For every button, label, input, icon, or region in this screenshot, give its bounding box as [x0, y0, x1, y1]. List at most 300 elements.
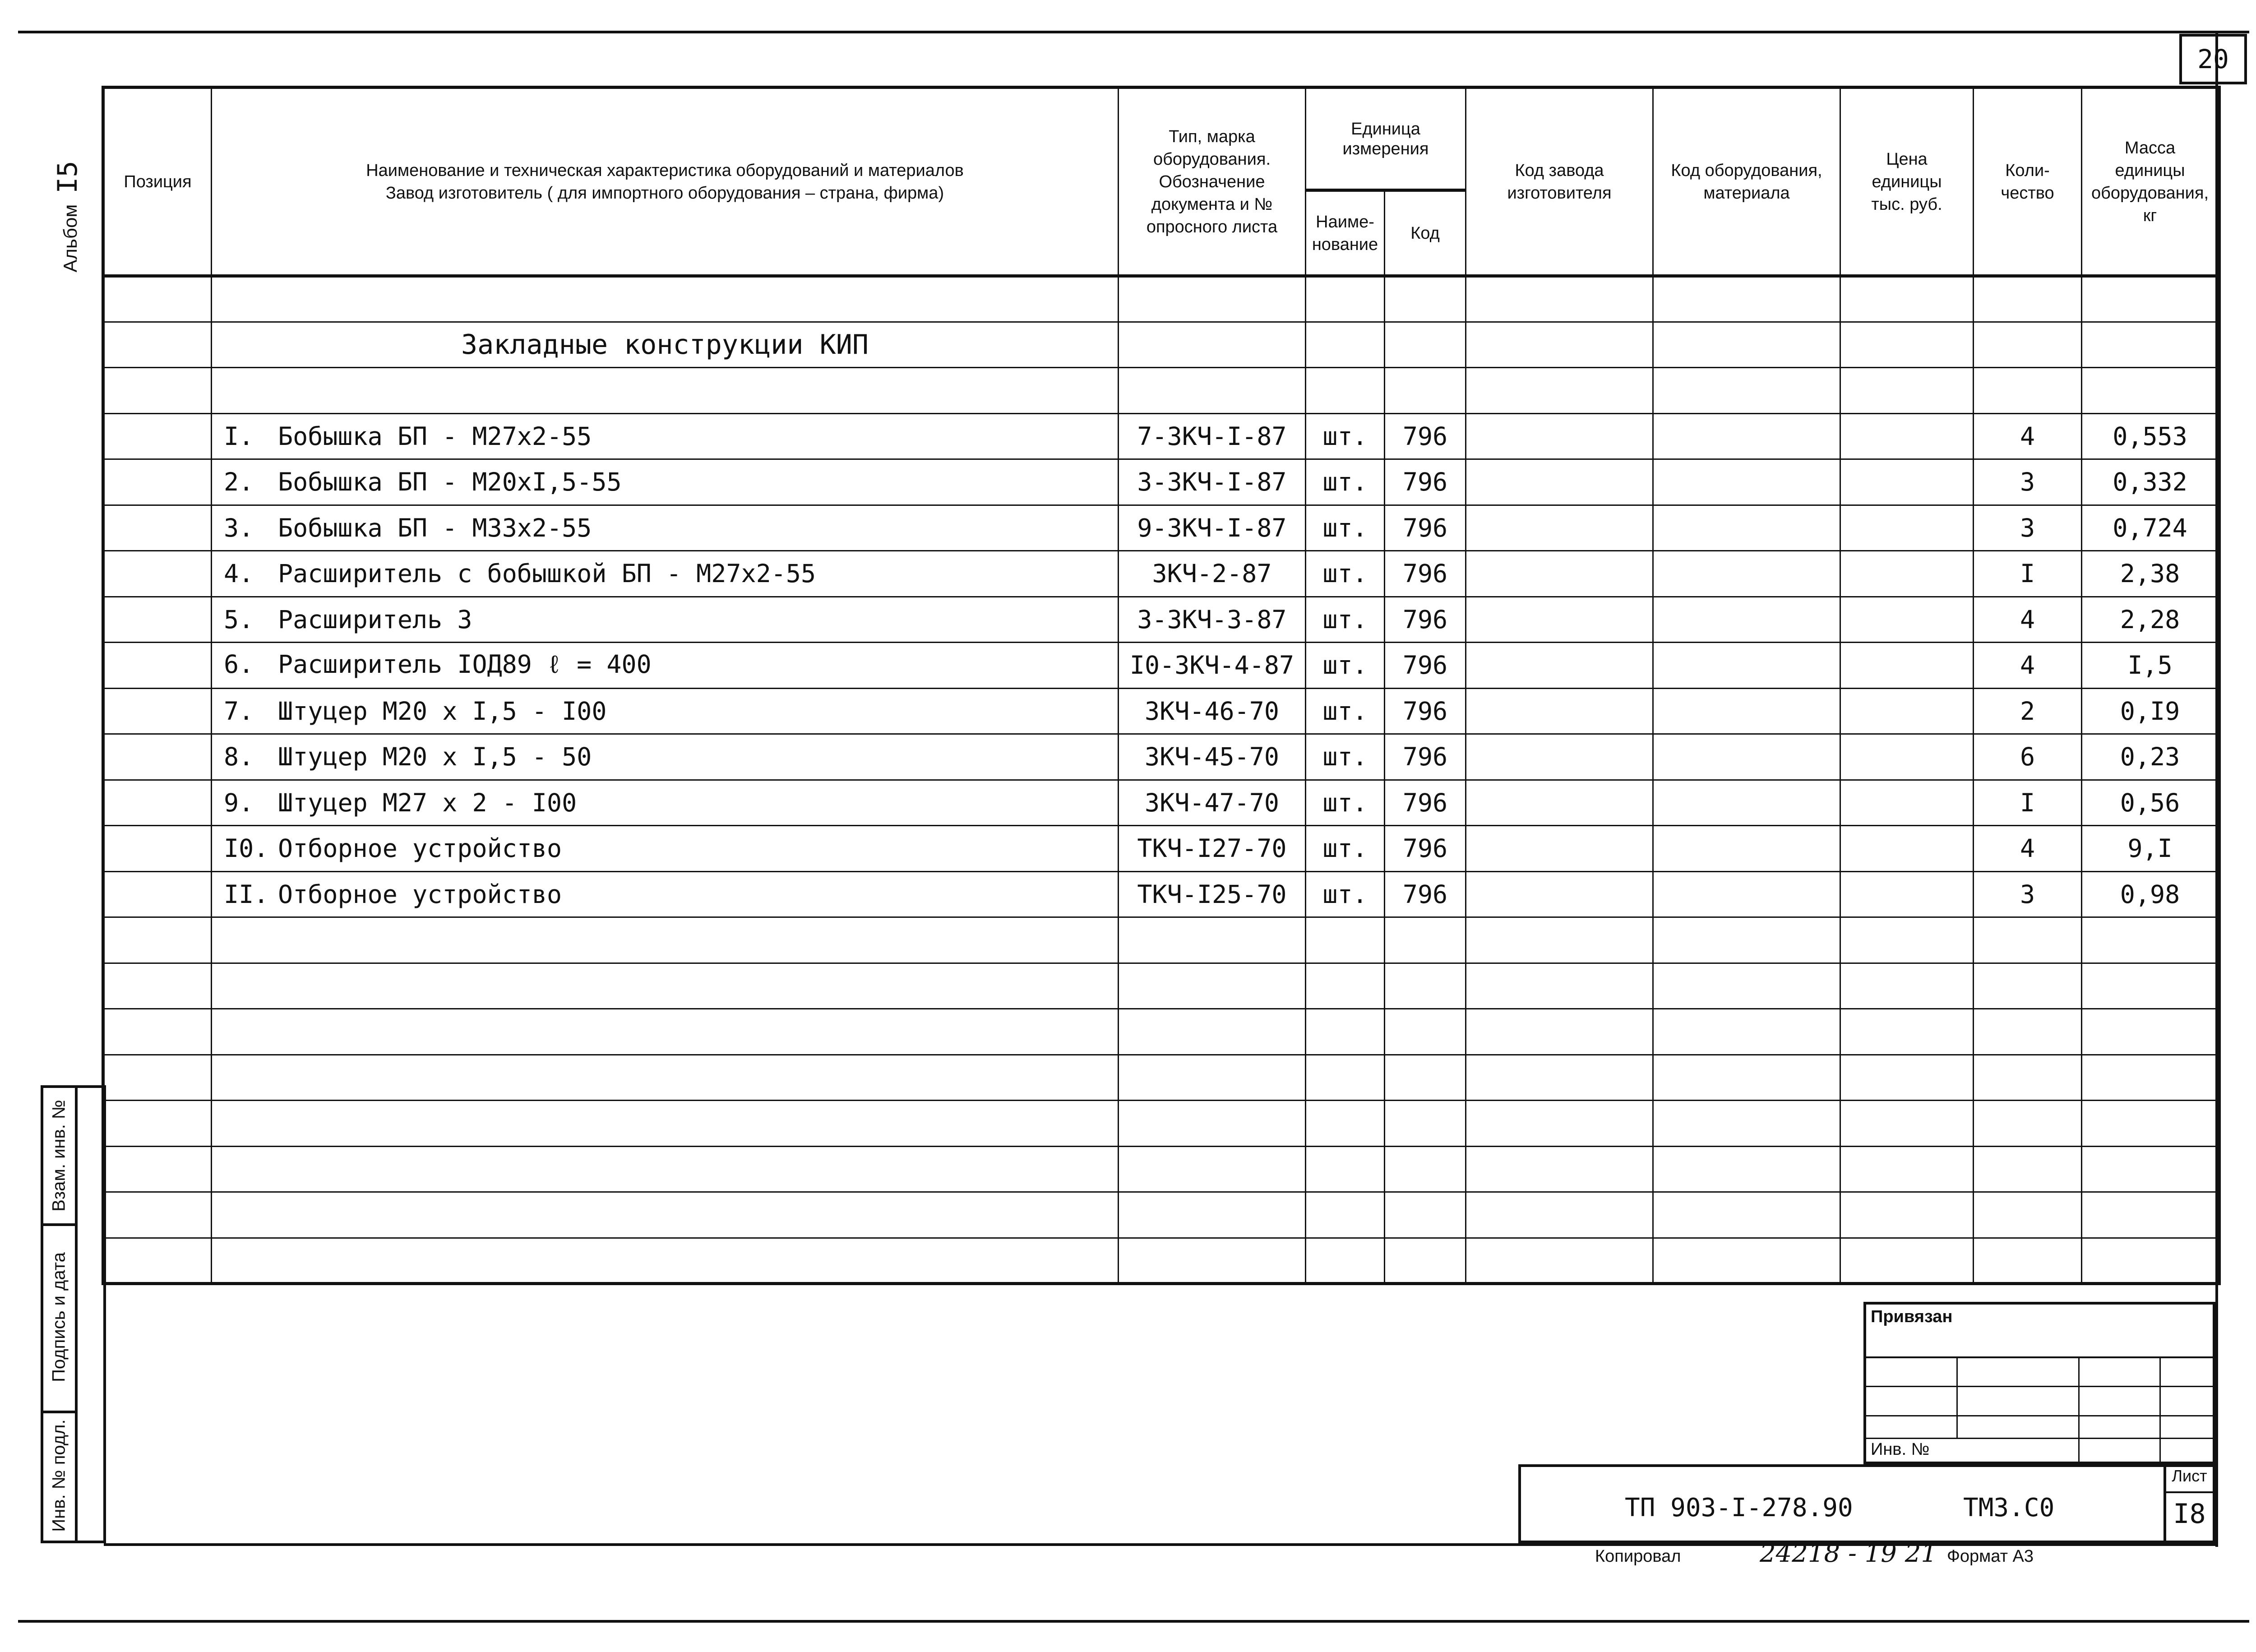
empty-cell	[1653, 1192, 1840, 1238]
specification-table	[102, 86, 2221, 1285]
factory-code-cell	[1466, 597, 1653, 643]
item-number: 7.	[224, 696, 254, 726]
item-unit-code: 796	[1385, 780, 1466, 826]
empty-cell	[1119, 963, 1306, 1009]
factory-code-cell	[1466, 413, 1653, 459]
item-unit: шт.	[1306, 459, 1385, 505]
item-name-cell	[212, 643, 1119, 689]
privyazan-line-4	[1866, 1438, 2214, 1439]
empty-cell	[103, 1238, 212, 1284]
item-quantity: 3	[1974, 871, 2082, 917]
header-type-line2: оборудования.	[1153, 149, 1271, 169]
item-name-cell	[212, 413, 1119, 459]
frame-bottom-line	[18, 1620, 2249, 1623]
empty-cell	[1653, 963, 1840, 1009]
header-unit-name-line1: Наиме-	[1316, 212, 1374, 231]
item-quantity: 4	[1974, 413, 2082, 459]
empty-cell	[1840, 1055, 1974, 1101]
empty-cell	[212, 917, 1119, 963]
item-name-cell	[212, 505, 1119, 551]
album-label	[54, 149, 81, 284]
empty-cell	[1306, 1146, 1385, 1192]
table-row	[103, 871, 2219, 917]
empty-cell	[212, 1055, 1119, 1101]
position-cell	[103, 734, 212, 780]
empty-cell	[1466, 1238, 1653, 1284]
factory-code-cell	[1466, 826, 1653, 872]
inv-number-label: Инв. №	[1871, 1440, 1930, 1459]
table-row	[103, 734, 2219, 780]
empty-cell	[212, 1009, 1119, 1055]
item-quantity: I	[1974, 551, 2082, 597]
list-value: I8	[2173, 1498, 2206, 1530]
empty-cell	[1119, 1101, 1306, 1147]
header-position: Позиция	[103, 88, 212, 276]
factory-code-cell	[1466, 505, 1653, 551]
list-label: Лист	[2172, 1467, 2207, 1485]
empty-cell	[103, 1146, 212, 1192]
table-header	[103, 88, 2219, 276]
item-unit-code: 796	[1385, 597, 1466, 643]
header-type	[1119, 88, 1306, 276]
section-title: Закладные конструкции КИП	[212, 322, 1119, 368]
empty-cell	[1840, 1192, 1974, 1238]
empty-cell	[1974, 963, 2082, 1009]
empty-cell	[1466, 276, 1653, 322]
table-row-empty	[103, 1192, 2219, 1238]
item-document: 3КЧ-46-70	[1119, 688, 1306, 734]
equipment-code-cell	[1653, 734, 1840, 780]
sheet-number: 20	[2197, 44, 2229, 74]
item-unit-code: 796	[1385, 826, 1466, 872]
table-row	[103, 780, 2219, 826]
empty-cell	[212, 963, 1119, 1009]
empty-cell	[1974, 276, 2082, 322]
empty-cell	[1306, 1009, 1385, 1055]
empty-cell	[1466, 1146, 1653, 1192]
table-row	[103, 826, 2219, 872]
empty-cell	[103, 322, 212, 368]
factory-code-cell	[1466, 780, 1653, 826]
item-number: 9.	[224, 788, 254, 817]
header-equipment-code-line1: Код оборудования,	[1671, 161, 1822, 180]
item-number: 3.	[224, 513, 254, 542]
item-mass: 0,553	[2082, 413, 2219, 459]
price-cell	[1840, 597, 1974, 643]
header-mass-line2: единицы	[2115, 161, 2185, 180]
item-unit: шт.	[1306, 688, 1385, 734]
item-document: 3КЧ-47-70	[1119, 780, 1306, 826]
item-unit: шт.	[1306, 413, 1385, 459]
album-number: I5	[52, 161, 83, 194]
empty-cell	[212, 276, 1119, 322]
header-quantity-line1: Коли-	[2005, 161, 2050, 180]
header-factory-code	[1466, 88, 1653, 276]
empty-cell	[1653, 368, 1840, 414]
header-mass-line1: Масса	[2124, 138, 2176, 157]
item-name-cell	[212, 597, 1119, 643]
empty-cell	[2082, 1009, 2219, 1055]
empty-cell	[1653, 1009, 1840, 1055]
item-quantity: I	[1974, 780, 2082, 826]
item-unit-code: 796	[1385, 643, 1466, 689]
header-price-line3: тыс. руб.	[1871, 194, 1942, 214]
item-unit-code: 796	[1385, 551, 1466, 597]
header-mass-line4: кг	[2143, 206, 2157, 225]
empty-cell	[1385, 368, 1466, 414]
empty-cell	[103, 1192, 212, 1238]
item-name: Расширитель 3	[278, 605, 472, 634]
item-unit: шт.	[1306, 505, 1385, 551]
empty-cell	[1653, 917, 1840, 963]
empty-cell	[1466, 322, 1653, 368]
item-mass: 0,23	[2082, 734, 2219, 780]
item-document: I0-3КЧ-4-87	[1119, 643, 1306, 689]
empty-cell	[1306, 322, 1385, 368]
item-name: Штуцер М20 х I,5 - I00	[278, 696, 607, 726]
item-number: I0.	[224, 834, 269, 863]
factory-code-cell	[1466, 688, 1653, 734]
item-unit: шт.	[1306, 551, 1385, 597]
header-factory-code-line1: Код завода	[1515, 161, 1604, 180]
section-title-row	[103, 322, 2219, 368]
empty-cell	[1119, 1009, 1306, 1055]
album-label-text: Альбом	[60, 204, 81, 273]
header-price-line1: Цена	[1886, 149, 1928, 169]
price-cell	[1840, 413, 1974, 459]
item-quantity: 4	[1974, 826, 2082, 872]
price-cell	[1840, 459, 1974, 505]
item-unit: шт.	[1306, 643, 1385, 689]
item-number: I.	[224, 421, 254, 451]
empty-cell	[1840, 1101, 1974, 1147]
empty-cell	[1653, 1055, 1840, 1101]
item-quantity: 4	[1974, 597, 2082, 643]
empty-cell	[1466, 963, 1653, 1009]
item-number: 8.	[224, 742, 254, 772]
item-name-cell	[212, 871, 1119, 917]
empty-cell	[103, 1055, 212, 1101]
empty-cell	[103, 963, 212, 1009]
item-unit-code: 796	[1385, 871, 1466, 917]
empty-cell	[212, 1146, 1119, 1192]
table-row-empty	[103, 368, 2219, 414]
item-quantity: 4	[1974, 643, 2082, 689]
document-designation: ТП 903-I-278.90	[1625, 1493, 1853, 1522]
frame-top-line	[18, 31, 2249, 33]
item-document: 3-3КЧ-I-87	[1119, 459, 1306, 505]
item-quantity: 6	[1974, 734, 2082, 780]
empty-cell	[1653, 1238, 1840, 1284]
price-cell	[1840, 688, 1974, 734]
item-name: Бобышка БП - М33х2-55	[278, 513, 592, 542]
empty-cell	[1385, 963, 1466, 1009]
empty-cell	[1840, 963, 1974, 1009]
empty-cell	[1306, 917, 1385, 963]
item-number: 6.	[224, 650, 254, 679]
table-row-empty	[103, 276, 2219, 322]
equipment-code-cell	[1653, 871, 1840, 917]
empty-cell	[1306, 1055, 1385, 1101]
table-row	[103, 643, 2219, 689]
item-name: Бобышка БП - М20хI,5-55	[278, 467, 622, 497]
equipment-code-cell	[1653, 597, 1840, 643]
empty-cell	[1385, 1238, 1466, 1284]
strip-divider	[75, 1088, 78, 1541]
item-unit: шт.	[1306, 826, 1385, 872]
price-cell	[1840, 780, 1974, 826]
empty-cell	[212, 368, 1119, 414]
item-document: 7-3КЧ-I-87	[1119, 413, 1306, 459]
empty-cell	[1306, 963, 1385, 1009]
equipment-code-cell	[1653, 505, 1840, 551]
empty-cell	[1653, 1146, 1840, 1192]
empty-cell	[212, 1192, 1119, 1238]
item-document: ТКЧ-I25-70	[1119, 871, 1306, 917]
equipment-code-cell	[1653, 459, 1840, 505]
empty-cell	[2082, 1238, 2219, 1284]
header-price	[1840, 88, 1974, 276]
item-name: Расширитель IОД89 ℓ = 400	[278, 650, 652, 679]
position-cell	[103, 505, 212, 551]
price-cell	[1840, 871, 1974, 917]
header-type-line4: документа и №	[1151, 194, 1273, 214]
item-unit: шт.	[1306, 780, 1385, 826]
item-name: Расширитель с бобышкой БП - М27х2-55	[278, 559, 816, 588]
table-row-empty	[103, 917, 2219, 963]
header-quantity	[1974, 88, 2082, 276]
item-name-cell	[212, 826, 1119, 872]
empty-cell	[1840, 1146, 1974, 1192]
strip-podpis-cell	[43, 1223, 75, 1413]
header-type-line3: Обозначение	[1159, 172, 1265, 191]
item-unit-code: 796	[1385, 734, 1466, 780]
empty-cell	[1974, 1238, 2082, 1284]
position-cell	[103, 780, 212, 826]
item-name: Штуцер М20 х I,5 - 50	[278, 742, 592, 772]
title-block	[1518, 1464, 2215, 1543]
privyazan-col-2	[2078, 1356, 2080, 1465]
position-cell	[103, 551, 212, 597]
position-cell	[103, 688, 212, 734]
price-cell	[1840, 551, 1974, 597]
factory-code-cell	[1466, 734, 1653, 780]
item-name: Бобышка БП - М27х2-55	[278, 421, 592, 451]
position-cell	[103, 826, 212, 872]
privyazan-col-1	[1956, 1356, 1958, 1438]
empty-cell	[103, 368, 212, 414]
empty-cell	[1119, 1055, 1306, 1101]
empty-cell	[1974, 368, 2082, 414]
item-document: 3КЧ-45-70	[1119, 734, 1306, 780]
table-row	[103, 551, 2219, 597]
empty-cell	[1840, 1238, 1974, 1284]
item-mass: 2,28	[2082, 597, 2219, 643]
empty-cell	[1385, 1055, 1466, 1101]
position-cell	[103, 871, 212, 917]
table-row-empty	[103, 1238, 2219, 1284]
empty-cell	[1119, 1192, 1306, 1238]
item-document: 9-3КЧ-I-87	[1119, 505, 1306, 551]
table-row-empty	[103, 1055, 2219, 1101]
equipment-code-cell	[1653, 413, 1840, 459]
item-name: Отборное устройство	[278, 879, 562, 909]
item-name-cell	[212, 734, 1119, 780]
header-equipment-code-line2: материала	[1703, 183, 1790, 203]
equipment-code-cell	[1653, 780, 1840, 826]
equipment-code-cell	[1653, 826, 1840, 872]
item-name-cell	[212, 780, 1119, 826]
document-code: ТМ3.С0	[1963, 1493, 2055, 1522]
item-document: ТКЧ-I27-70	[1119, 826, 1306, 872]
item-name-cell	[212, 551, 1119, 597]
strip-vzam-label: Взам. инв. №	[49, 1100, 69, 1212]
item-unit-code: 796	[1385, 688, 1466, 734]
price-cell	[1840, 505, 1974, 551]
empty-cell	[1466, 1009, 1653, 1055]
strip-inv-cell	[43, 1411, 75, 1541]
empty-cell	[2082, 917, 2219, 963]
position-cell	[103, 459, 212, 505]
table-row-empty	[103, 963, 2219, 1009]
empty-cell	[1974, 1101, 2082, 1147]
item-mass: 0,332	[2082, 459, 2219, 505]
item-number: 5.	[224, 605, 254, 634]
header-unit-group: Единица измерения	[1306, 88, 1466, 190]
item-name-cell	[212, 688, 1119, 734]
item-mass: 9,I	[2082, 826, 2219, 872]
price-cell	[1840, 826, 1974, 872]
empty-cell	[1385, 322, 1466, 368]
empty-cell	[1974, 917, 2082, 963]
empty-cell	[1385, 1101, 1466, 1147]
empty-cell	[1466, 1055, 1653, 1101]
copied-label: Копировал	[1595, 1547, 1681, 1566]
empty-cell	[1653, 276, 1840, 322]
empty-cell	[2082, 1146, 2219, 1192]
empty-cell	[2082, 322, 2219, 368]
empty-cell	[212, 1238, 1119, 1284]
header-name	[212, 88, 1119, 276]
empty-cell	[1974, 1009, 2082, 1055]
header-name-line1: Наименование и техническая характеристика оборудований и материалов	[366, 161, 964, 180]
header-name-line2: Завод изготовитель ( для импортного оборудования – страна, фирма)	[385, 183, 944, 203]
table-row	[103, 413, 2219, 459]
header-unit-code: Код	[1385, 190, 1466, 276]
item-name: Штуцер М27 х 2 - I00	[278, 788, 577, 817]
strip-podpis-label: Подпись и дата	[49, 1252, 69, 1382]
item-document: 3КЧ-2-87	[1119, 551, 1306, 597]
item-quantity: 2	[1974, 688, 2082, 734]
empty-cell	[1385, 917, 1466, 963]
item-quantity: 3	[1974, 505, 2082, 551]
table-row-empty	[103, 1101, 2219, 1147]
item-number: 4.	[224, 559, 254, 588]
header-equipment-code	[1653, 88, 1840, 276]
equipment-code-cell	[1653, 688, 1840, 734]
empty-cell	[1306, 1101, 1385, 1147]
empty-cell	[1466, 1192, 1653, 1238]
empty-cell	[1466, 917, 1653, 963]
empty-cell	[103, 917, 212, 963]
empty-cell	[1306, 1192, 1385, 1238]
position-cell	[103, 643, 212, 689]
privyazan-line-2	[1866, 1386, 2214, 1387]
empty-cell	[1306, 368, 1385, 414]
empty-cell	[1385, 1192, 1466, 1238]
empty-cell	[103, 1101, 212, 1147]
copied-number: 24218 - 19 21	[1760, 1539, 1937, 1568]
header-type-line1: Тип, марка	[1169, 127, 1255, 146]
format-label: Формат А3	[1947, 1547, 2034, 1566]
item-number: II.	[224, 879, 269, 909]
price-cell	[1840, 643, 1974, 689]
empty-cell	[1306, 276, 1385, 322]
header-type-line5: опросного листа	[1146, 217, 1278, 236]
item-quantity: 3	[1974, 459, 2082, 505]
side-strip	[41, 1085, 106, 1543]
privyazan-col-3	[2159, 1356, 2161, 1465]
empty-cell	[2082, 1192, 2219, 1238]
table-body	[103, 276, 2219, 1284]
equipment-code-cell	[1653, 551, 1840, 597]
empty-cell	[103, 1009, 212, 1055]
empty-cell	[1385, 276, 1466, 322]
header-price-line2: единицы	[1872, 172, 1942, 191]
empty-cell	[1840, 368, 1974, 414]
privyazan-label: Привязан	[1871, 1307, 1953, 1326]
table-row	[103, 597, 2219, 643]
item-document: 3-3КЧ-3-87	[1119, 597, 1306, 643]
empty-cell	[1653, 1101, 1840, 1147]
item-name-cell	[212, 459, 1119, 505]
empty-cell	[1840, 276, 1974, 322]
privyazan-block	[1863, 1302, 2215, 1464]
empty-cell	[1306, 1238, 1385, 1284]
item-number: 2.	[224, 467, 254, 497]
empty-cell	[1653, 322, 1840, 368]
factory-code-cell	[1466, 459, 1653, 505]
item-mass: I,5	[2082, 643, 2219, 689]
empty-cell	[103, 276, 212, 322]
item-mass: 0,724	[2082, 505, 2219, 551]
privyazan-line-1	[1866, 1356, 2214, 1358]
header-unit-name-line2: нование	[1312, 235, 1378, 254]
empty-cell	[1119, 917, 1306, 963]
list-box-divider	[2164, 1491, 2215, 1493]
factory-code-cell	[1466, 871, 1653, 917]
empty-cell	[2082, 368, 2219, 414]
table-row-empty	[103, 1009, 2219, 1055]
empty-cell	[2082, 1055, 2219, 1101]
header-factory-code-line2: изготовителя	[1507, 183, 1612, 203]
empty-cell	[1974, 322, 2082, 368]
item-mass: 0,98	[2082, 871, 2219, 917]
item-unit: шт.	[1306, 871, 1385, 917]
empty-cell	[1974, 1055, 2082, 1101]
empty-cell	[2082, 1101, 2219, 1147]
empty-cell	[1974, 1146, 2082, 1192]
item-mass: 0,56	[2082, 780, 2219, 826]
table-row	[103, 459, 2219, 505]
table-row-empty	[103, 1146, 2219, 1192]
privyazan-line-3	[1866, 1415, 2214, 1416]
item-unit: шт.	[1306, 597, 1385, 643]
position-cell	[103, 413, 212, 459]
strip-inv-label: Инв. № подл.	[49, 1419, 69, 1532]
item-unit: шт.	[1306, 734, 1385, 780]
item-name: Отборное устройство	[278, 834, 562, 863]
